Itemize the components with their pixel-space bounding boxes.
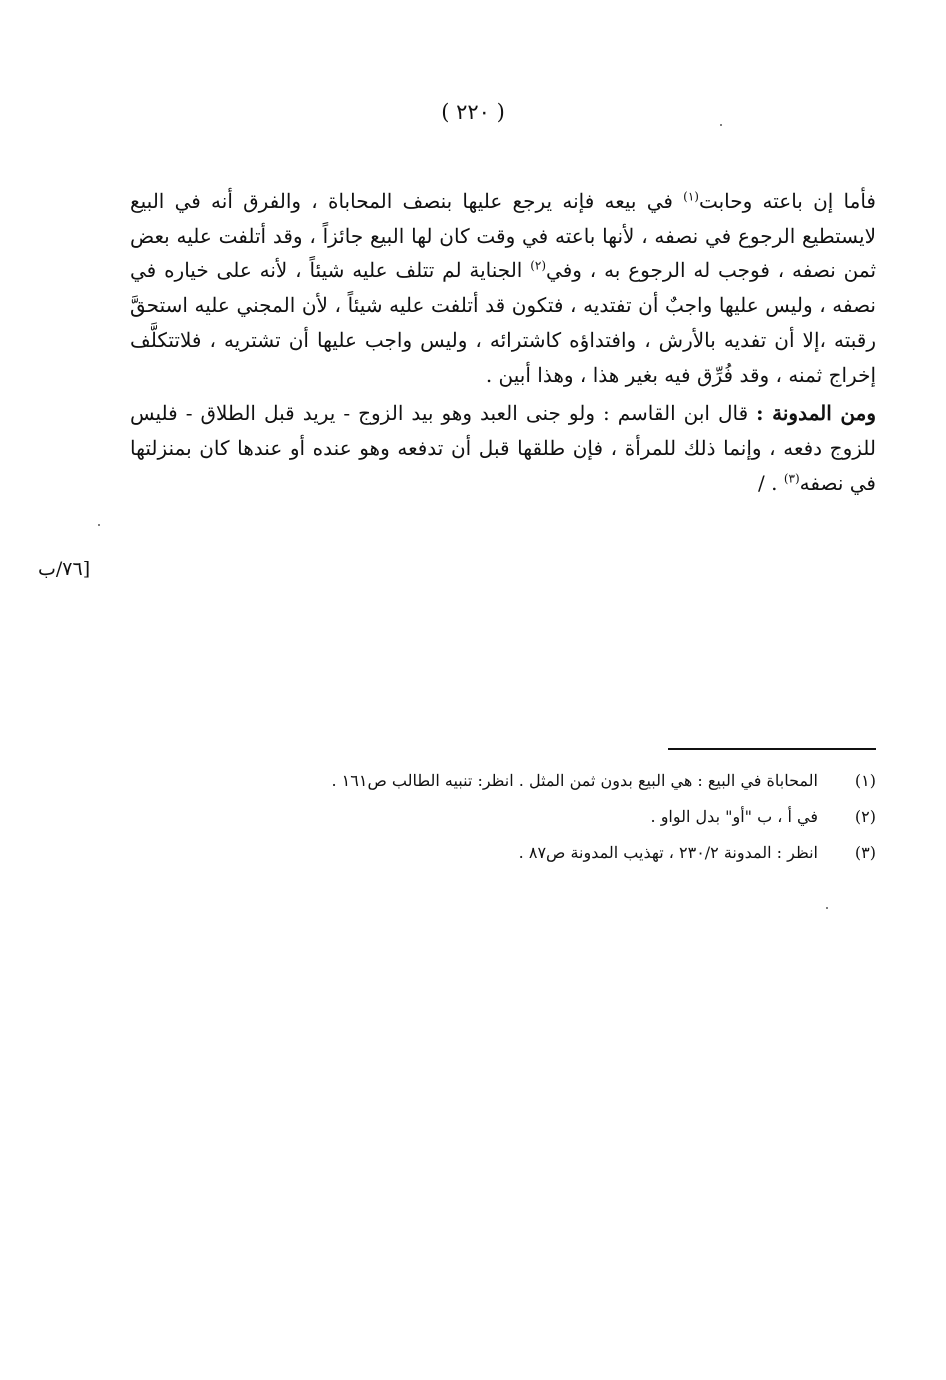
footnote-reference: (٣) (783, 470, 800, 485)
footnote-item (250, 835, 876, 871)
text-segment: الجناية لم تتلف عليه شيئاً ، لأنه على خياره في نصفه ، وليس عليها واجبٌ أن تفتديه ، فتكون قد أتلفت عليه شيئاً ، لأن المجني عليه استحقَّ رقبته ،إلا أن تفديه بالأرش ، وافتداؤه كاشترائه ، وليس واجب عليها أن تشتريه ، فلاتتكلَّف إخراج ثمنه ، وقد فُرِّق فيه بغير هذا ، وهذا أبين . (130, 258, 876, 387)
section-heading: ومن المدونة : (756, 401, 876, 426)
text-segment: قال ابن القاسم : ولو جنى العبد وهو بيد الزوج - يريد قبل الطلاق - فليس للزوج دفعه ، وإنما ذلك للمرأة ، فإن طلقها قبل أن تدفعه وهو عنده أو عندها كان بمنزلتها في نصفه (130, 401, 876, 495)
footnote-text: في أ ، ب "أو" بدل الواو . (650, 807, 818, 826)
manuscript-folio-note: [٧٦/ب (38, 558, 91, 580)
footnote-reference: (١) (683, 189, 699, 204)
footnote-number: (٢) (854, 807, 876, 826)
scan-speck (826, 907, 828, 909)
footnote-text: المحاباة في البيع : هي البيع بدون ثمن المثل . انظر: تنبيه الطالب ص١٦١ . (331, 771, 818, 790)
footnote-divider (668, 748, 876, 750)
paragraph (130, 184, 876, 392)
scan-speck (720, 124, 722, 126)
footnote-text: انظر : المدونة ٢٣٠/٢ ، تهذيب المدونة ص٨٧ . (518, 843, 818, 862)
footnote-item (250, 763, 876, 799)
footnotes (250, 763, 876, 871)
text-segment: فأما إن باعته وحابت (698, 189, 876, 213)
footnote-number: (٣) (854, 843, 876, 862)
footnote-reference: (٢) (530, 258, 547, 273)
text-segment: . / (758, 470, 784, 495)
paragraph (130, 396, 876, 500)
page-number: ( ٢٢٠ ) (441, 100, 505, 124)
footnote-item (250, 799, 876, 835)
footnote-number: (١) (854, 771, 876, 790)
scan-speck (98, 524, 100, 526)
main-text (130, 184, 876, 500)
text-segment: في بيعه فإنه يرجع عليها بنصف المحاباة ، والفرق أنه في البيع لايستطيع الرجوع في نصفه ، لأنها باعته في وقت كان لها البيع جائزاً ، وقد أتلفت عليه بعض ثمن نصفه ، فوجب له الرجوع به ، وفي (130, 189, 877, 283)
